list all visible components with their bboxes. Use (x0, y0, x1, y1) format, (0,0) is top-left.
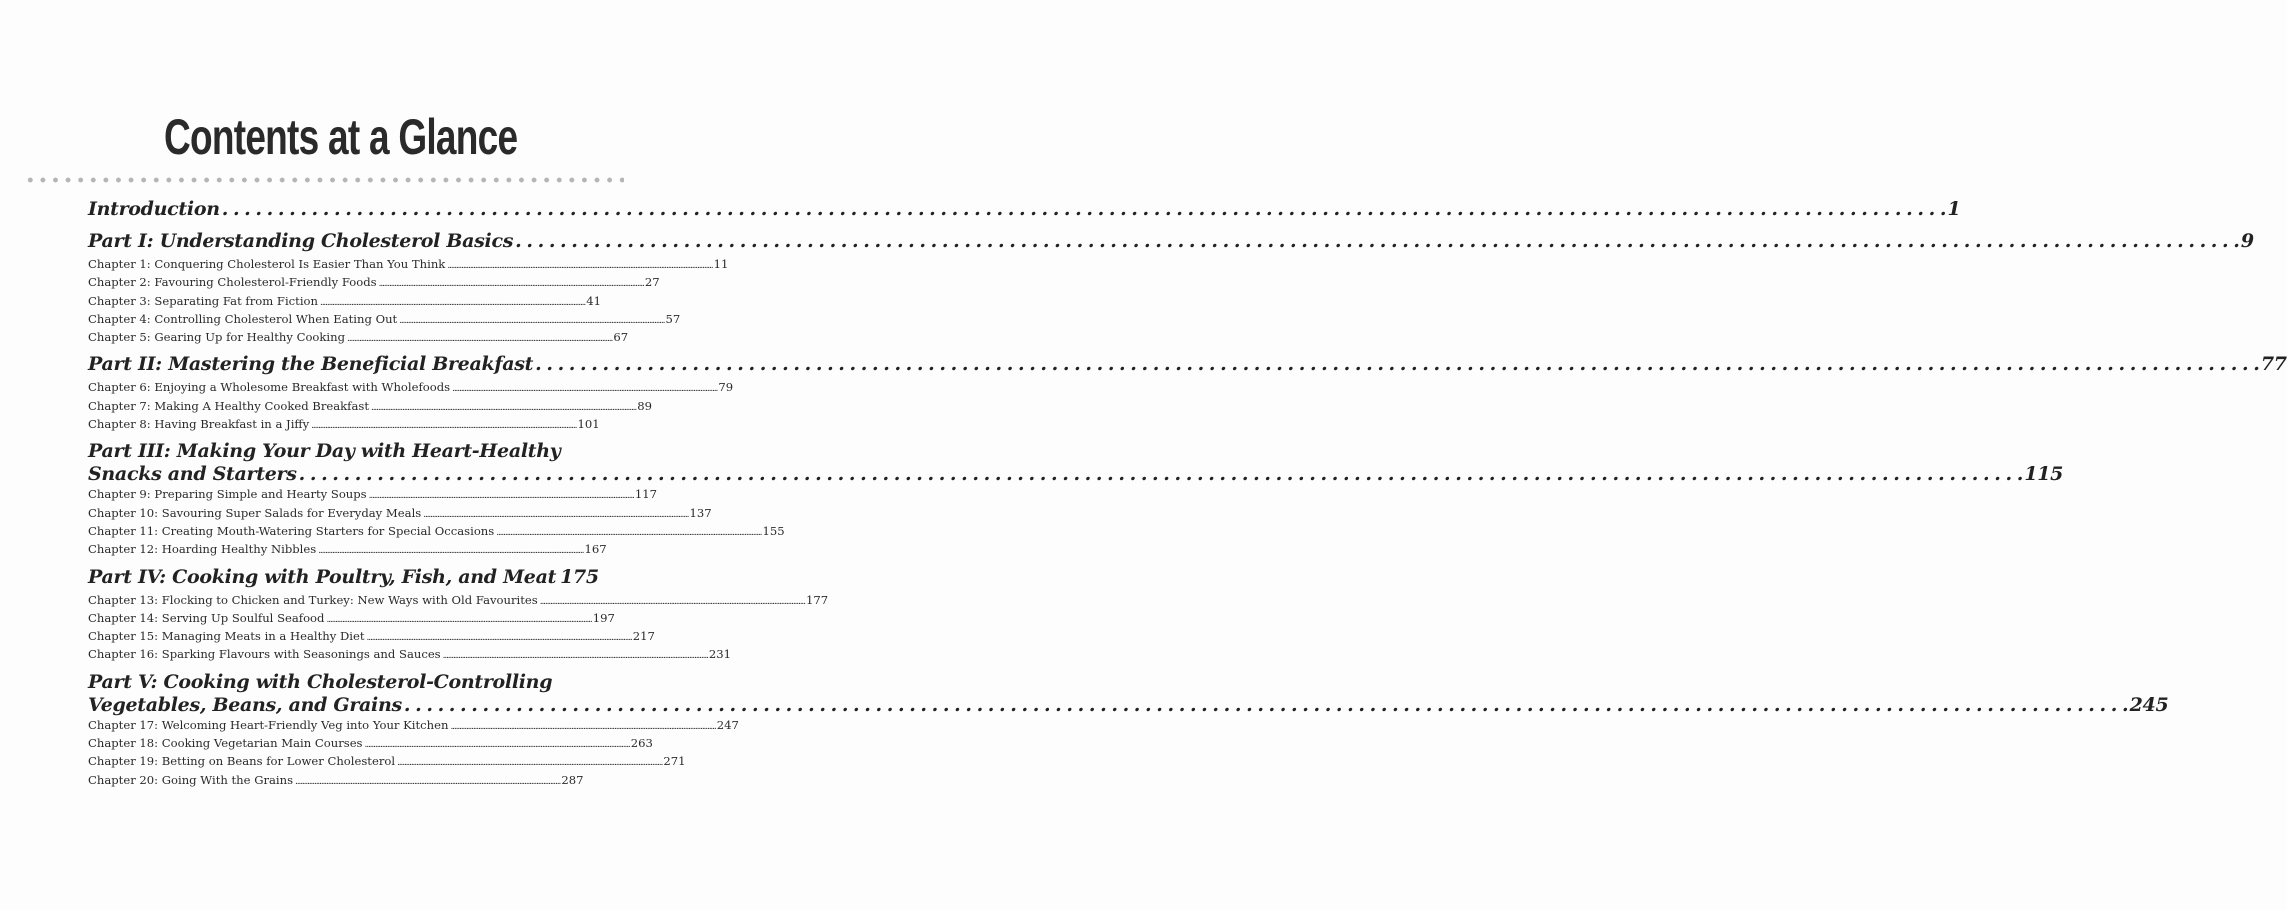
page-number: 271 (663, 754, 686, 769)
chapter-title: Chapter 14: Serving Up Soulful Seafood (88, 610, 325, 625)
dot-leader (318, 540, 582, 560)
page-number: 245 (2129, 693, 2169, 716)
page-number: 247 (716, 717, 739, 732)
dot-leader (540, 591, 804, 611)
dot-leader (443, 645, 707, 665)
page-number: 41 (586, 293, 602, 308)
page-title: Contents at a Glance (163, 109, 518, 165)
dot-leader (423, 504, 687, 524)
page-number: 115 (2024, 463, 2064, 486)
page-number: 155 (762, 523, 785, 538)
part-heading[interactable] (88, 228, 2254, 255)
chapter-title: Chapter 19: Betting on Beans for Lower Cholesterol (88, 754, 396, 769)
dot-leader (295, 771, 559, 791)
chapter-title: Chapter 17: Welcoming Heart-Friendly Veg into Your Kitchen (88, 717, 449, 732)
chapter-title: Chapter 16: Sparking Flavours with Seasonings and Sauces (88, 647, 441, 662)
part-title-cont: Vegetables, Beans, and Grains (88, 693, 402, 716)
dotted-divider (24, 176, 624, 184)
chapter-title: Chapter 2: Favouring Cholesterol-Friendly Foods (88, 275, 377, 290)
chapter-entry[interactable] (88, 292, 602, 310)
page-number: 287 (561, 772, 584, 787)
page-number: 79 (718, 380, 734, 395)
dot-leader (496, 522, 760, 542)
dot-leader (365, 734, 629, 754)
dot-leader (399, 310, 663, 330)
chapter-title: Chapter 4: Controlling Cholesterol When Eating Out (88, 311, 398, 326)
dot-leader (447, 255, 711, 275)
chapter-title: Chapter 15: Managing Meats in a Healthy Diet (88, 629, 365, 644)
page-number: 167 (584, 542, 607, 557)
page-number: 117 (634, 487, 658, 502)
dot-leader (404, 694, 2128, 716)
chapter-entry[interactable] (88, 752, 686, 770)
chapter-entry[interactable] (88, 645, 732, 663)
chapter-entry[interactable] (88, 504, 712, 522)
page-number: 67 (613, 330, 629, 345)
page-number: 231 (708, 647, 732, 662)
part-heading[interactable] (88, 351, 2287, 378)
chapter-entry[interactable] (88, 378, 734, 396)
page-number: 89 (637, 398, 653, 413)
chapter-title: Chapter 6: Enjoying a Wholesome Breakfast with Wholefoods (88, 380, 451, 395)
chapter-title: Chapter 1: Conquering Cholesterol Is Easier Than You Think (88, 257, 446, 271)
page-number: 175 (560, 565, 599, 588)
page-number: 101 (577, 417, 600, 432)
part-heading-line1[interactable] (88, 669, 583, 696)
part-title: Part I: Understanding Cholesterol Basics (88, 230, 514, 252)
page-number: 177 (806, 592, 829, 607)
part-heading-line1[interactable] (88, 438, 583, 465)
chapter-title: Chapter 11: Creating Mouth-Watering Starters for Special Occasions (88, 523, 495, 538)
part-heading[interactable] (88, 196, 1961, 223)
part-title: Part V: Cooking with Cholesterol-Controlling (88, 670, 553, 693)
chapter-title: Chapter 13: Flocking to Chicken and Turkey: New Ways with Old Favourites (88, 592, 538, 607)
table-of-contents (88, 196, 2287, 789)
page-number: 11 (713, 257, 729, 271)
chapter-entry[interactable] (88, 734, 653, 752)
chapter-entry[interactable] (88, 273, 660, 291)
chapter-entry[interactable] (88, 522, 785, 540)
dot-leader (371, 397, 635, 417)
part-title-cont: Snacks and Starters (88, 463, 297, 486)
part-heading[interactable] (88, 564, 599, 591)
dot-leader (379, 273, 643, 293)
chapter-title: Chapter 5: Gearing Up for Healthy Cooking (88, 330, 346, 345)
dot-leader (397, 752, 661, 772)
chapter-title: Chapter 7: Making A Healthy Cooked Breakfast (88, 398, 369, 413)
chapter-title: Chapter 10: Savouring Super Salads for Everyday Meals (88, 505, 422, 520)
dot-leader (320, 292, 584, 312)
dot-leader (515, 228, 2239, 255)
page-number: 57 (665, 311, 681, 326)
chapter-entry[interactable] (88, 716, 739, 734)
chapter-title: Chapter 9: Preparing Simple and Hearty Soups (88, 487, 367, 502)
page-number: 27 (644, 275, 660, 290)
part-heading[interactable] (88, 693, 2169, 716)
page-number: 137 (689, 505, 712, 520)
chapter-entry[interactable] (88, 609, 615, 627)
chapter-title: Chapter 20: Going With the Grains (88, 772, 294, 787)
part-title: Part IV: Cooking with Poultry, Fish, and Meat (88, 565, 557, 588)
chapter-entry[interactable] (88, 255, 729, 273)
dot-leader (367, 627, 631, 647)
page-number: 1 (1947, 198, 1961, 220)
dot-leader (369, 485, 633, 505)
page-number: 9 (2240, 230, 2254, 252)
part-title: Part II: Mastering the Beneficial Breakfast (88, 353, 534, 376)
chapter-entry[interactable] (88, 415, 600, 433)
dot-leader (222, 196, 1946, 223)
chapter-title: Chapter 3: Separating Fat from Fiction (88, 293, 318, 308)
chapter-entry[interactable] (88, 771, 583, 789)
page-number: 197 (592, 610, 615, 625)
chapter-title: Chapter 18: Cooking Vegetarian Main Courses (88, 736, 363, 751)
part-title: Introduction (88, 198, 220, 220)
page-number: 217 (632, 629, 655, 644)
part-title: Part III: Making Your Day with Heart-Healthy (88, 440, 561, 463)
page-number: 77 (2260, 353, 2287, 376)
page-number: 263 (630, 736, 653, 751)
chapter-entry[interactable] (88, 627, 655, 645)
chapter-entry[interactable] (88, 397, 653, 415)
dot-leader (452, 378, 716, 398)
dot-leader (347, 328, 611, 348)
part-heading[interactable] (88, 463, 2064, 486)
chapter-entry[interactable] (88, 485, 658, 503)
chapter-entry[interactable] (88, 591, 829, 609)
dot-leader (311, 415, 575, 435)
dot-leader (535, 351, 2259, 378)
dot-leader (326, 609, 590, 629)
chapter-entry[interactable] (88, 328, 629, 346)
chapter-title: Chapter 8: Having Breakfast in a Jiffy (88, 417, 310, 432)
dot-leader (299, 463, 2023, 485)
chapter-entry[interactable] (88, 310, 681, 328)
dot-leader (450, 716, 714, 736)
chapter-title: Chapter 12: Hoarding Healthy Nibbles (88, 542, 317, 557)
chapter-entry[interactable] (88, 540, 607, 558)
